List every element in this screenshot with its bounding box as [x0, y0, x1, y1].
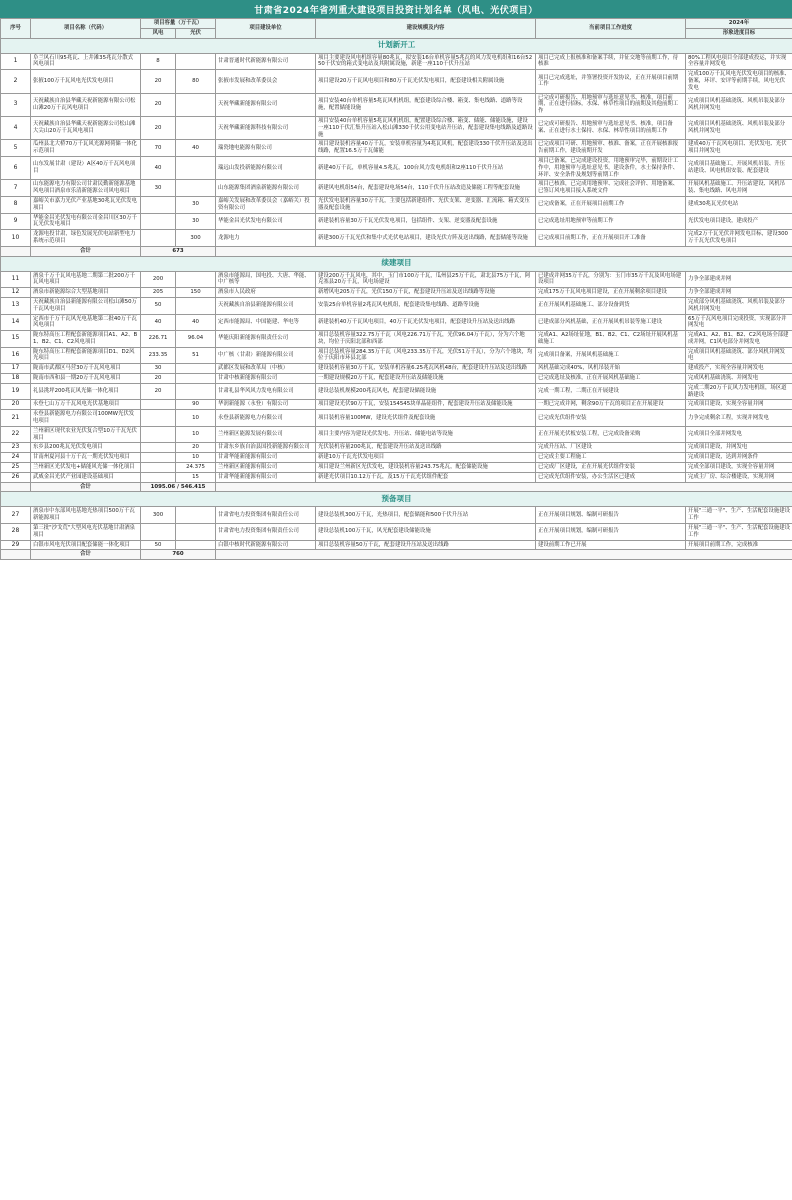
cell-status: 已完成厂区建设，正在开展光伏组件安装: [536, 463, 686, 473]
cell-solar: [176, 507, 216, 524]
cell-unit: 瑞远山发投新能源有限公司: [216, 156, 316, 179]
cell-unit: 酒泉市能源局，国电投、大唐、华能、中广核等: [216, 271, 316, 288]
cell-status: 完成项目备案，开展风机基础施工: [536, 347, 686, 364]
cell-unit: 甘肃省电力投资集团有限责任公司: [216, 507, 316, 524]
cell-target: 建成40万千瓦风电项目、光伏发电、光伏项目并网发电: [686, 140, 792, 157]
cell-target: 完成项目全部并网发电: [686, 426, 792, 443]
cell-name: 甘南州夏河县十万千瓦一期光伏发电项目: [31, 453, 141, 463]
cell-solar: 10: [176, 453, 216, 463]
cell-target: 完成风机基础浇筑、并网发电: [686, 374, 792, 384]
cell-no: 7: [1, 180, 31, 197]
cell-wind: 30: [141, 180, 176, 197]
header-year: 2024年: [686, 19, 792, 29]
section-title: 续建项目: [1, 256, 792, 271]
cell-target: 完成主厂房、综合楼建设，实现并网: [686, 472, 792, 482]
cell-no: 9: [1, 213, 31, 230]
cell-target: 完成项目基础施工，开展风机吊装、升压站建设、风电机组安装、配套建设: [686, 156, 792, 179]
cell-content: 建设装机容量30万千瓦，安装单机容量6.25兆瓦风机48台，配套建设升压站及送出线路: [316, 364, 536, 374]
cell-solar: 150: [176, 288, 216, 298]
total-row: [1, 482, 792, 492]
cell-solar: 40: [176, 140, 216, 157]
cell-unit: 华能庆阳新能源有限责任公司: [216, 331, 316, 348]
cell-status: 项目已完成上报核准和备案手续，并征交地等前期工作，待核准: [536, 53, 686, 70]
cell-content: 项目建设20万千瓦风电项目和80万千瓦光伏发电项目，配套建设相关附属设施: [316, 70, 536, 93]
cell-name: 第三批"沙戈荒"大型风电光伏基地甘肃酒泉项目: [31, 524, 141, 541]
cell-target: 完成项目建设，达到并网条件: [686, 453, 792, 463]
cell-status: 已建成并网35万千瓦，分别为：玉门市35万千瓦及风电场建设项目: [536, 271, 686, 288]
cell-content: 新建光伏项目10.12万千瓦，及15万千瓦光伏组件配套: [316, 472, 536, 482]
cell-no: 15: [1, 331, 31, 348]
cell-name: 东乡县200兆瓦光伏发电项目: [31, 443, 141, 453]
cell-name: 武威金昌光伏产业园建设基础项目: [31, 472, 141, 482]
cell-name: 永登七山万万千瓦风电光伏基地项目: [31, 400, 141, 410]
table-row: [1, 116, 792, 139]
cell-no: 6: [1, 156, 31, 179]
cell-solar: 30: [176, 213, 216, 230]
cell-unit: 瑞瓷地电能源有限公司: [216, 140, 316, 157]
cell-name: 嘉峪关市嘉力光伏产业基地30兆瓦光伏发电项目: [31, 196, 141, 213]
cell-blank: [216, 246, 792, 256]
cell-target: 建成投产，实现全容量并网发电: [686, 364, 792, 374]
cell-wind: [141, 443, 176, 453]
cell-status: 已建成部分风机基础，正在开展风机吊装等施工建设: [536, 314, 686, 331]
cell-wind: [141, 410, 176, 427]
cell-wind: 40: [141, 156, 176, 179]
cell-solar: [176, 156, 216, 179]
section-row: [1, 256, 792, 271]
cell-unit: 兰州新区新能源有限公司: [216, 463, 316, 473]
cell-solar: [176, 374, 216, 384]
section-title: 预备项目: [1, 492, 792, 507]
cell-content: 安装25台单机容量2兆瓦风电机组，配套建设集电线路、道路等设施: [316, 297, 536, 314]
cell-target: 力争全部建成并网: [686, 271, 792, 288]
cell-no: 12: [1, 288, 31, 298]
cell-no: 2: [1, 70, 31, 93]
cell-unit: 白银中核时代新能源有限公司: [216, 540, 316, 550]
cell-target: 力争完成剩余工程，实现并网发电: [686, 410, 792, 427]
cell-name: 永登县新能源电力有限公司100MW光伏发电项目: [31, 410, 141, 427]
cell-name: 龙源电投甘肃，绿色发展光伏电站新型电力系统示范项目: [31, 230, 141, 247]
cell-unit: 华能金昌光伏发电有限公司: [216, 213, 316, 230]
header-no: 序号: [1, 19, 31, 39]
cell-content: 项目总装机容量322.75万千瓦（风电226.71万千瓦，光伏96.04万千瓦），分为六个地块，均位于庆阳北部和西部: [316, 331, 536, 348]
cell-content: 新建40万千瓦，单机容量4.5兆瓦，100台风力发电机组和2座110千伏升压站: [316, 156, 536, 179]
table-row: [1, 347, 792, 364]
header-name: 项目名称（代码）: [31, 19, 141, 39]
cell-no: 28: [1, 524, 31, 541]
table-row: [1, 53, 792, 70]
cell-name: 陇南市武都区马营30万千瓦风电项目: [31, 364, 141, 374]
cell-content: 项目建设兰州新区光伏发电，建设装机容量243.75兆瓦，配套储能设施: [316, 463, 536, 473]
cell-target: 光伏发电项目建设，建成投产: [686, 213, 792, 230]
cell-wind: 226.71: [141, 331, 176, 348]
cell-no: 20: [1, 400, 31, 410]
cell-wind: [141, 453, 176, 463]
cell-status: 已完成选址用地预审等前期工作: [536, 213, 686, 230]
section-row: [1, 492, 792, 507]
cell-content: 项目安装40台单机容量5兆瓦风机机组，配置建设综合楼、箱变、储能、储能设施，建设一座110千伏汇集升压站入松山滩330千伏公用变电站升压站，配套建设集电线路及道路设施: [316, 116, 536, 139]
cell-unit: 甘肃华能新能源有限公司: [216, 453, 316, 463]
cell-wind: 50: [141, 297, 176, 314]
cell-target: 开展风机基础施工、升压站建设、风机吊装、集电线路、风电并网: [686, 180, 792, 197]
cell-unit: 嘉峪关发展和改革委员会（嘉峪关）投资有限公司: [216, 196, 316, 213]
cell-name: 陇东特高压工程配套新能源项目A1、A2、B1、B2、C1、C2风电项目: [31, 331, 141, 348]
header-status: 当前项目工作进度: [536, 19, 686, 39]
cell-unit: 甘肃东乡族自治县国投新能源有限公司: [216, 443, 316, 453]
cell-name: 白银市风电光伏项目配套储能一体化项目: [31, 540, 141, 550]
cell-target: 力争全部建成并网: [686, 288, 792, 298]
cell-status: 项目已备案，已完成建设投资，用地预审完毕，前期设计工作中，用地预审与选址意见书，建设条件，水土保持条件、环评、安全条件及规划等前期工作: [536, 156, 686, 179]
cell-status: 建设前期工作已开展: [536, 540, 686, 550]
cell-wind: 20: [141, 70, 176, 93]
cell-content: 建设总装机300万千瓦，光热项目，配套储能和500千伏升压站: [316, 507, 536, 524]
cell-content: 项目建设光伏90万千瓦，安装154545块单晶硅组件，配套建设升压站及储能设施: [316, 400, 536, 410]
table-row: [1, 180, 792, 197]
cell-name: 天祝藏族自治县华藏天祝新能源有限公司松山滩20万千瓦风电项目: [31, 93, 141, 116]
cell-wind: 30: [141, 364, 176, 374]
table-row: [1, 230, 792, 247]
cell-content: 项目建设装机容量40万千瓦，安装单机容量为4兆瓦风机，配套建设330千伏升压站及送出线路，配置16.5万千瓦储能: [316, 140, 536, 157]
cell-unit: 甘肃华能新能源有限公司: [216, 472, 316, 482]
cell-solar: [176, 364, 216, 374]
table-row: [1, 443, 792, 453]
total-label: 合计: [31, 482, 141, 492]
cell-status: 项目已核准，已完成用地预审、完成社会评价、用地备案、已签订风电项目接入系统文件: [536, 180, 686, 197]
cell-content: 项目主要建设风电机组容量80兆瓦，拟安装16台单机容量5兆瓦的风力发电机组和16台5250千伏安的箱式变电站及其附属设施，新建一座110千伏升压站: [316, 53, 536, 70]
cell-content: 光伏装机容量200兆瓦，配套建设升压站及送出线路: [316, 443, 536, 453]
total-value: 1095.06 / 546.415: [141, 482, 216, 492]
cell-target: 80%工程风电项目全部建成投运，并实现全容量并网发电: [686, 53, 792, 70]
cell-no: 24: [1, 453, 31, 463]
cell-wind: 205: [141, 288, 176, 298]
cell-wind: [141, 472, 176, 482]
cell-no: 14: [1, 314, 31, 331]
cell-no: 19: [1, 383, 31, 400]
table-row: [1, 426, 792, 443]
table-row: [1, 383, 792, 400]
cell-status: 正在开展光伏板安装工程，已完成设备采购: [536, 426, 686, 443]
cell-no: 29: [1, 540, 31, 550]
cell-content: 新建风电机组54台，配套建设电场54台，110千伏升压站改造及储能工程等配套设施: [316, 180, 536, 197]
cell-content: 建设总装机100万千瓦，风光配套建设储能设施: [316, 524, 536, 541]
cell-wind: 300: [141, 507, 176, 524]
total-label: 合计: [31, 246, 141, 256]
header-wind: 风电: [141, 28, 176, 38]
cell-no: 3: [1, 93, 31, 116]
cell-blank: [216, 550, 792, 560]
cell-solar: 30: [176, 196, 216, 213]
cell-name: 陇南市西和县一期20万千瓦风电项目: [31, 374, 141, 384]
cell-unit: 甘肃省电力投资集团有限责任公司: [216, 524, 316, 541]
cell-wind: 20: [141, 116, 176, 139]
cell-unit: 山东能源集团酒泉新能源有限公司: [216, 180, 316, 197]
table-row: [1, 463, 792, 473]
cell-solar: [176, 53, 216, 70]
cell-content: 新建300万千瓦光伏和集中式光伏电站项目，建设光伏方阵及送出线路，配套储能等设施: [316, 230, 536, 247]
cell-no: 26: [1, 472, 31, 482]
cell-wind: 20: [141, 383, 176, 400]
cell-target: 完成2万千瓦光伏并网发电目标，建设300万千瓦光伏发电项目: [686, 230, 792, 247]
cell-name: 天祝藏族自治县新能源有限公司松山滩50万千瓦风电项目: [31, 297, 141, 314]
cell-name: 定西市千万千瓦风光电基地第二批40万千瓦风电项目: [31, 314, 141, 331]
cell-wind: 233.35: [141, 347, 176, 364]
cell-content: 建设200万千瓦风电，其中，玉门市100万千瓦，瓜州县25万千瓦，肃北县75万千瓦，阿克塞县20万千瓦，风电场建设: [316, 271, 536, 288]
cell-content: 项目装机容量100MW，建设光伏组件及配套设施: [316, 410, 536, 427]
cell-no: 22: [1, 426, 31, 443]
cell-solar: 300: [176, 230, 216, 247]
cell-solar: 51: [176, 347, 216, 364]
table-row: [1, 507, 792, 524]
table-row: [1, 288, 792, 298]
cell-unit: 甘肃礼县华风风力发电有限公司: [216, 383, 316, 400]
cell-unit: 天祝华藏新能源科技有限公司: [216, 116, 316, 139]
cell-name: 兰州新区现代农业光伏复合型10万千瓦光伏项目: [31, 426, 141, 443]
cell-name: 张掖100万千瓦风电光伏发电项目: [31, 70, 141, 93]
table-row: [1, 453, 792, 463]
cell-target: 完成项目建设，实现全容量并网: [686, 400, 792, 410]
cell-wind: 40: [141, 314, 176, 331]
cell-unit: 华润新能源（永登）有限公司: [216, 400, 316, 410]
cell-content: 新建装机容量30万千瓦光伏发电项目，包括组件、支架、逆变器及配套设施: [316, 213, 536, 230]
table-body: [1, 19, 792, 560]
cell-name: 瓜州县北大桥70万千瓦风光源网荷储一体化示范项目: [31, 140, 141, 157]
table-row: [1, 271, 792, 288]
header-scale: 项目容量（万千瓦）: [141, 19, 216, 29]
cell-solar: 10: [176, 410, 216, 427]
cell-wind: 50: [141, 540, 176, 550]
table-row: [1, 410, 792, 427]
cell-target: 开展"三通一平"、生产、生活配套设施建设工作: [686, 524, 792, 541]
cell-wind: [141, 524, 176, 541]
cell-name: 兰州新区光伏发电+储能风光储一体化项目: [31, 463, 141, 473]
cell-blank: [216, 482, 792, 492]
cell-solar: [176, 297, 216, 314]
total-label: 合计: [31, 550, 141, 560]
cell-name: 华能金昌光伏发电有限公司金昌川区30万千瓦光伏发电项目: [31, 213, 141, 230]
cell-status: 已完成可研报告、用地预审与选址意见书、核准，项目备案、正在进行水土保持、水保、林草性项目的前期工作: [536, 116, 686, 139]
cell-wind: [141, 400, 176, 410]
cell-name: 酒泉市新能源综合大型基地项目: [31, 288, 141, 298]
cell-no: 16: [1, 347, 31, 364]
cell-unit: 武都区发展和改革局（中核）: [216, 364, 316, 374]
cell-blank: [1, 550, 31, 560]
cell-unit: 龙源电力: [216, 230, 316, 247]
cell-content: 一期建设规模20万千瓦，配套建设升压站及储能设施: [316, 374, 536, 384]
cell-status: 完成175万千瓦风电项目建设，正在开展剩余项目建设: [536, 288, 686, 298]
total-row: [1, 550, 792, 560]
header-content: 建设规模及内容: [316, 19, 536, 39]
table-row: [1, 374, 792, 384]
cell-status: 完成A1、A2场址征地，B1、B2、C1、C2场址开展风机基础施工: [536, 331, 686, 348]
cell-target: 完成部分风机基础浇筑、风机吊装及部分风机并网发电: [686, 297, 792, 314]
table-row: [1, 400, 792, 410]
cell-no: 8: [1, 196, 31, 213]
cell-no: 21: [1, 410, 31, 427]
cell-solar: [176, 116, 216, 139]
cell-solar: [176, 540, 216, 550]
cell-no: 13: [1, 297, 31, 314]
cell-status: 正在开展风机基础施工、部分设备到货: [536, 297, 686, 314]
cell-unit: 兰州新区能源发展有限公司: [216, 426, 316, 443]
cell-no: 17: [1, 364, 31, 374]
cell-content: 新建10万千瓦光伏发电项目: [316, 453, 536, 463]
cell-blank: [1, 482, 31, 492]
cell-blank: [1, 246, 31, 256]
cell-target: 开展"三通一平"、生产、生活配套设施建设工作: [686, 507, 792, 524]
cell-target: 完成全部项目建设，实现全容量并网: [686, 463, 792, 473]
cell-content: 项目总装机容量50万千瓦，配套建设升压站及送出线路: [316, 540, 536, 550]
table-row: [1, 297, 792, 314]
cell-solar: [176, 524, 216, 541]
cell-status: 正在开展项目规划、编制可研报告: [536, 507, 686, 524]
table-row: [1, 156, 792, 179]
cell-no: 11: [1, 271, 31, 288]
cell-status: 项目已完成选址，并签署投资开发协议，正在开展项目前期工作: [536, 70, 686, 93]
cell-solar: 10: [176, 426, 216, 443]
cell-status: 风机基础完成40%，风机吊装开始: [536, 364, 686, 374]
cell-unit: 天祝华藏新能源有限公司: [216, 93, 316, 116]
cell-unit: 天祝藏族自治县新能源有限公司: [216, 297, 316, 314]
cell-solar: [176, 180, 216, 197]
cell-content: 新增风电205万千瓦，光伏150万千瓦，配套建设升压站及送出线路等设施: [316, 288, 536, 298]
cell-no: 25: [1, 463, 31, 473]
cell-wind: [141, 196, 176, 213]
cell-status: 已完成主要工程施工: [536, 453, 686, 463]
cell-wind: 20: [141, 374, 176, 384]
document-title: 甘肃省2024年省列重大建设项目投资计划名单（风电、光伏项目）: [0, 0, 792, 18]
cell-target: 完成项目风机基础浇筑、部分风机并网发电: [686, 347, 792, 364]
cell-name: 天祝藏族自治县华藏天祝新能源公司松山滩大尖山20万千瓦风电项目: [31, 116, 141, 139]
cell-status: 正在开展项目规划，编制可研报告: [536, 524, 686, 541]
cell-unit: 酒泉市人民政府: [216, 288, 316, 298]
section-row: [1, 38, 792, 53]
total-value: 673: [141, 246, 216, 256]
cell-target: 完成项目风机基础浇筑、风机吊装及部分风机并网发电: [686, 93, 792, 116]
cell-wind: [141, 426, 176, 443]
total-row: [1, 246, 792, 256]
cell-name: 酒泉千万千瓦风电基地二期第二批200万千瓦风电项目: [31, 271, 141, 288]
cell-content: 建设总装机规模200兆瓦风电，配套建设储能设施: [316, 383, 536, 400]
cell-unit: 中广核（甘肃）新能源有限公司: [216, 347, 316, 364]
table-row: [1, 93, 792, 116]
cell-no: 4: [1, 116, 31, 139]
table-row: [1, 70, 792, 93]
cell-status: 已完成项目可研、用地预审、核准、备案，正在开展核准报告前期工作，建设前期开发: [536, 140, 686, 157]
cell-solar: 90: [176, 400, 216, 410]
cell-solar: 40: [176, 314, 216, 331]
table-row: [1, 314, 792, 331]
cell-status: 已完成可研报告、用地预审与选址意见书、核准，项目前期，正在进行招标，水保、林草性项目的前期及其他前期工作: [536, 93, 686, 116]
cell-target: 完成A1、A2、B1、B2、C2风电场全部建成并网，C1风电部分并网发电: [686, 331, 792, 348]
cell-status: 已完成备案，正在开展项目前期工作: [536, 196, 686, 213]
project-table: [0, 18, 792, 560]
cell-status: 完成升压站、厂区建设: [536, 443, 686, 453]
cell-wind: 20: [141, 93, 176, 116]
cell-no: 10: [1, 230, 31, 247]
cell-unit: 甘肃中核新能源有限公司: [216, 374, 316, 384]
cell-no: 5: [1, 140, 31, 157]
cell-target: 65万千瓦风电项目完成投资，实现部分并网发电: [686, 314, 792, 331]
table-row: [1, 364, 792, 374]
cell-name: 山东能源电力有限公司甘肃民勤新能源基地风电项目酒泉市乐清新能源公司风电项目: [31, 180, 141, 197]
cell-status: 完成一期工程，二期正在开展建设: [536, 383, 686, 400]
cell-solar: 24.375: [176, 463, 216, 473]
table-row: [1, 331, 792, 348]
cell-content: 新建装机40万千瓦风电项目，40万千瓦光伏发电项目，配套建设升压站及送出线路: [316, 314, 536, 331]
section-title: 计划新开工: [1, 38, 792, 53]
cell-name: 酒泉市中东部风电基地光热项目500万千瓦新能源项目: [31, 507, 141, 524]
cell-solar: 20: [176, 443, 216, 453]
cell-unit: 永登县新能源电力有限公司: [216, 410, 316, 427]
table-row: [1, 540, 792, 550]
cell-target: 完成100万千瓦风电光伏发电项目的核准、备案，环评、安评等前期手续，风电光伏发电: [686, 70, 792, 93]
table-row: [1, 213, 792, 230]
cell-unit: 张掖市发展和改革委员会: [216, 70, 316, 93]
cell-no: 18: [1, 374, 31, 384]
header-row: [1, 19, 792, 29]
cell-solar: 15: [176, 472, 216, 482]
cell-wind: [141, 230, 176, 247]
cell-status: 已完成项目前期工作，正在开展项目开工准备: [536, 230, 686, 247]
cell-solar: [176, 383, 216, 400]
cell-name: 阜兰风石川95兆瓦、上井滩35兆瓦分散式风电项目: [31, 53, 141, 70]
cell-target: 完成项目建设，并网发电: [686, 443, 792, 453]
cell-status: 已完成光伏组件安装: [536, 410, 686, 427]
cell-solar: 80: [176, 70, 216, 93]
cell-no: 27: [1, 507, 31, 524]
cell-solar: 96.04: [176, 331, 216, 348]
table-row: [1, 196, 792, 213]
header-target: 形象进度目标: [686, 28, 792, 38]
cell-name: 山东发展甘肃（建设）A区40万千瓦风电项目: [31, 156, 141, 179]
header-solar: 光伏: [176, 28, 216, 38]
cell-status: 已完成选址及核准，正在开展风机基础施工: [536, 374, 686, 384]
cell-target: 完成二期20万千瓦风力发电机组，场区道路建设: [686, 383, 792, 400]
cell-wind: [141, 463, 176, 473]
cell-no: 23: [1, 443, 31, 453]
cell-wind: 200: [141, 271, 176, 288]
cell-content: 光伏发电装机容量30万千瓦，主要包括新建组件、光伏支架、逆变器、汇流箱、箱式变压器及配套设施: [316, 196, 536, 213]
cell-wind: 8: [141, 53, 176, 70]
cell-status: 一期已完成并网，剩余90万千瓦的项目正在开展建设: [536, 400, 686, 410]
cell-content: 项目总装机容量284.35万千瓦（风电233.35万千瓦，光伏51万千瓦），分为六个地块，均位于庆阳市环县北部: [316, 347, 536, 364]
cell-name: 礼县洮坪200兆瓦风光储一体化项目: [31, 383, 141, 400]
header-unit: 项目建设单位: [216, 19, 316, 39]
cell-solar: [176, 93, 216, 116]
cell-unit: 定西市能源局、中国能建、华电等: [216, 314, 316, 331]
cell-name: 陇东特高压工程配套新能源项目D1、D2风光项目: [31, 347, 141, 364]
cell-wind: [141, 213, 176, 230]
table-row: [1, 524, 792, 541]
cell-wind: 70: [141, 140, 176, 157]
cell-unit: 甘肃晋通时代新能源有限公司: [216, 53, 316, 70]
cell-target: 开展项目前期工作，完成核准: [686, 540, 792, 550]
cell-target: 完成项目风机基础浇筑、风机吊装及部分风机并网发电: [686, 116, 792, 139]
table-row: [1, 140, 792, 157]
cell-content: 项目安装40台单机容量5兆瓦风机机组，配套建设综合楼、箱变、集电线路、道路等设施，配置储能设施: [316, 93, 536, 116]
total-value: 760: [141, 550, 216, 560]
table-row: [1, 472, 792, 482]
cell-no: 1: [1, 53, 31, 70]
cell-solar: [176, 271, 216, 288]
cell-content: 项目主要内容为建设光伏发电、升压站、储能电站等设施: [316, 426, 536, 443]
cell-status: 已完成光伏组件安装，办公生活区已建成: [536, 472, 686, 482]
cell-target: 建成30兆瓦光伏电站: [686, 196, 792, 213]
